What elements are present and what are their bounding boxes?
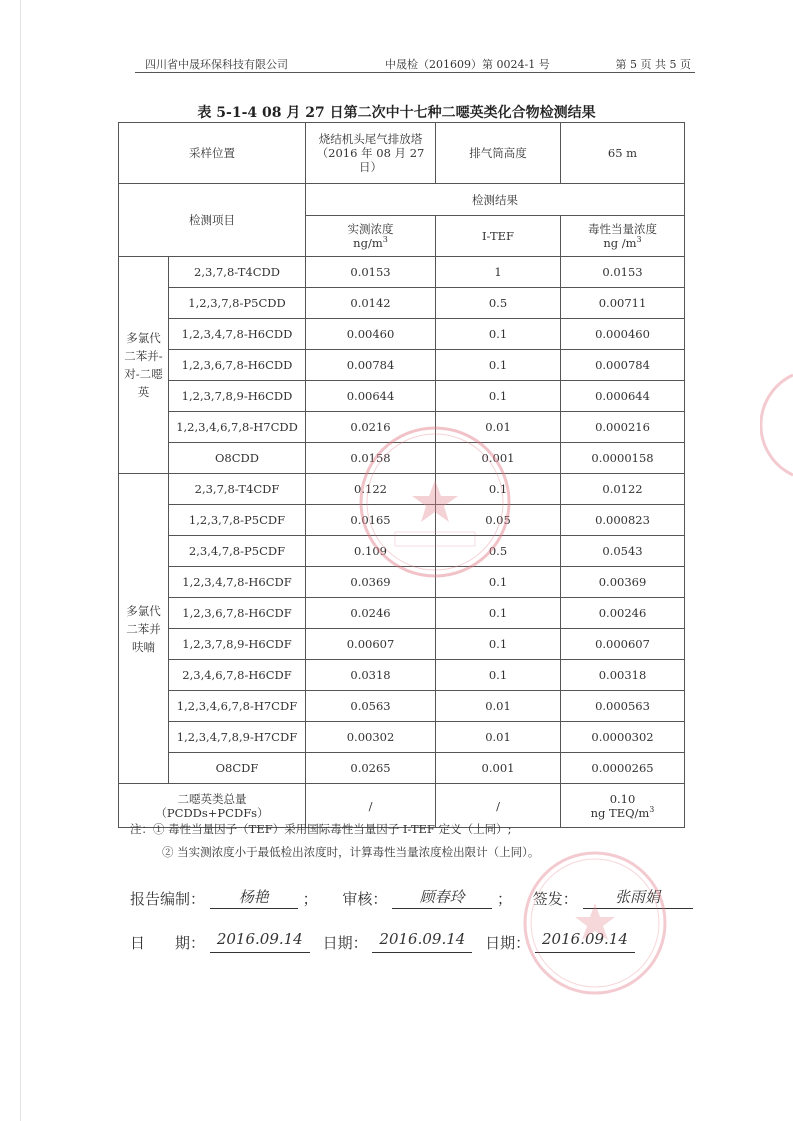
table-row <box>119 288 685 319</box>
table-row <box>119 257 685 288</box>
table-row <box>119 536 685 567</box>
toxic-cell: 0.00318 <box>561 660 685 691</box>
measured-cell: 0.0318 <box>306 660 436 691</box>
table-notes <box>130 818 539 864</box>
table-row <box>119 505 685 536</box>
compound-cell: 1,2,3,7,8-P5CDD <box>169 288 306 319</box>
table-row <box>119 722 685 753</box>
table-row <box>119 184 685 216</box>
separator: ； <box>302 890 318 908</box>
test-item-label: 检测项目 <box>119 184 306 257</box>
page-header <box>135 56 695 73</box>
toxic-cell: 0.00369 <box>561 567 685 598</box>
measured-cell: 0.109 <box>306 536 436 567</box>
stack-height-value: 65 m <box>561 123 685 184</box>
measured-cell: 0.00302 <box>306 722 436 753</box>
toxic-cell: 0.000216 <box>561 412 685 443</box>
company-seal-stamp <box>520 848 670 998</box>
toxic-cell: 0.0000265 <box>561 753 685 784</box>
note-2: ② 当实测浓度小于最低检出浓度时，计算毒性当量浓度检出限计（上同）。 <box>162 845 540 859</box>
toxic-cell: 0.0543 <box>561 536 685 567</box>
signature-row <box>130 886 693 909</box>
compound-cell: O8CDD <box>169 443 306 474</box>
compound-cell: 1,2,3,4,7,8-H6CDD <box>169 319 306 350</box>
stack-height-label: 排气筒高度 <box>436 123 561 184</box>
toxic-cell: 0.0000158 <box>561 443 685 474</box>
measured-cell: 0.0142 <box>306 288 436 319</box>
compound-cell: 2,3,7,8-T4CDF <box>169 474 306 505</box>
toxic-cell: 0.0000302 <box>561 722 685 753</box>
col-header-toxic: 毒性当量浓度 ng $/m^3$ <box>561 216 685 257</box>
toxic-cell: 0.00711 <box>561 288 685 319</box>
note-1: 注：① 毒性当量因子（TEF）采用国际毒性当量因子 I-TEF 定义（上同）; <box>130 822 512 836</box>
header-report-number: 中晟检（201609）第 0024-1 号 <box>385 58 550 71</box>
tef-cell: 0.001 <box>436 443 561 474</box>
col-header-tef: I-TEF <box>436 216 561 257</box>
date-3: 2016.09.14 <box>535 930 635 953</box>
reviewed-signature: 顾春玲 <box>392 886 492 909</box>
tef-cell: 0.1 <box>436 567 561 598</box>
compound-cell: 1,2,3,4,7,8,9-H7CDF <box>169 722 306 753</box>
total-label: 二噁英类总量 （PCDDs+PCDFs） <box>119 784 306 828</box>
measured-cell: 0.0265 <box>306 753 436 784</box>
tef-cell: 0.1 <box>436 598 561 629</box>
col-header-measured: 实测浓度 $ng/m^3$ <box>306 216 436 257</box>
scan-edge-line <box>20 0 21 1121</box>
compound-cell: 1,2,3,7,8,9-H6CDF <box>169 629 306 660</box>
total-tef: / <box>436 784 561 828</box>
table-row <box>119 319 685 350</box>
compound-cell: 1,2,3,4,6,7,8-H7CDF <box>169 691 306 722</box>
table-row <box>119 123 685 184</box>
dioxin-results-table <box>118 122 685 828</box>
compound-cell: 1,2,3,4,6,7,8-H7CDD <box>169 412 306 443</box>
compound-cell: 1,2,3,6,7,8-H6CDD <box>169 350 306 381</box>
toxic-cell: 0.000823 <box>561 505 685 536</box>
header-company: 四川省中晟环保科技有限公司 <box>145 58 288 71</box>
tef-cell: 0.5 <box>436 536 561 567</box>
table-row <box>119 412 685 443</box>
compound-cell: 1,2,3,7,8,9-H6CDD <box>169 381 306 412</box>
compound-cell: 2,3,7,8-T4CDD <box>169 257 306 288</box>
prepared-signature: 杨艳 <box>210 886 298 909</box>
tef-cell: 1 <box>436 257 561 288</box>
table-title: 表 5-1-4 08 月 27 日第二次中十七种二噁英类化合物检测结果 <box>197 105 596 121</box>
date-label-2: 日期： <box>322 934 368 952</box>
toxic-cell: 0.0153 <box>561 257 685 288</box>
measured-cell: 0.00644 <box>306 381 436 412</box>
measured-cell: 0.00607 <box>306 629 436 660</box>
measured-cell: 0.0246 <box>306 598 436 629</box>
total-measured: / <box>306 784 436 828</box>
compound-cell: 2,3,4,6,7,8-H6CDF <box>169 660 306 691</box>
compound-cell: 1,2,3,4,7,8-H6CDF <box>169 567 306 598</box>
table-row <box>119 350 685 381</box>
table-row <box>119 660 685 691</box>
total-value: 0.10 ng TEQ/$m^3$ <box>561 784 685 828</box>
group2-group-label: 多氯代 二苯并 呋喃 <box>119 474 169 784</box>
measured-cell: 0.0216 <box>306 412 436 443</box>
sampling-position-label: 采样位置 <box>119 123 306 184</box>
test-result-label: 检测结果 <box>306 184 685 216</box>
toxic-cell: 0.000607 <box>561 629 685 660</box>
tef-cell: 0.01 <box>436 722 561 753</box>
table-row <box>119 691 685 722</box>
tef-cell: 0.1 <box>436 319 561 350</box>
date-label-1: 日 期： <box>130 934 206 952</box>
toxic-cell: 0.000460 <box>561 319 685 350</box>
approved-signature: 张雨娟 <box>583 886 693 909</box>
date-1: 2016.09.14 <box>210 930 310 953</box>
compound-cell: 1,2,3,7,8-P5CDF <box>169 505 306 536</box>
separator: ； <box>496 890 512 908</box>
date-2: 2016.09.14 <box>372 930 472 953</box>
tef-cell: 0.1 <box>436 381 561 412</box>
tef-cell: 0.01 <box>436 691 561 722</box>
prepared-label: 报告编制： <box>130 890 206 908</box>
reviewed-label: 审核： <box>342 890 388 908</box>
compound-cell: 1,2,3,6,7,8-H6CDF <box>169 598 306 629</box>
tef-cell: 0.1 <box>436 629 561 660</box>
table-row <box>119 567 685 598</box>
toxic-cell: 0.000563 <box>561 691 685 722</box>
date-label-3: 日期： <box>485 934 531 952</box>
toxic-cell: 0.00246 <box>561 598 685 629</box>
measured-cell: 0.0158 <box>306 443 436 474</box>
measured-cell: 0.0153 <box>306 257 436 288</box>
measured-cell: 0.0369 <box>306 567 436 598</box>
toxic-cell: 0.0122 <box>561 474 685 505</box>
compound-cell: 2,3,4,7,8-P5CDF <box>169 536 306 567</box>
measured-cell: 0.0563 <box>306 691 436 722</box>
table-row <box>119 598 685 629</box>
edge-seal-fragment <box>760 370 793 480</box>
table-row <box>119 753 685 784</box>
table-row <box>119 474 685 505</box>
measured-cell: 0.0165 <box>306 505 436 536</box>
compound-cell: O8CDF <box>169 753 306 784</box>
tef-cell: 0.5 <box>436 288 561 319</box>
tef-cell: 0.05 <box>436 505 561 536</box>
table-row <box>119 629 685 660</box>
tef-cell: 0.1 <box>436 474 561 505</box>
table-row <box>119 443 685 474</box>
tef-cell: 0.1 <box>436 660 561 691</box>
sampling-position-value: 烧结机头尾气排放塔 （2016 年 08 月 27 日） <box>306 123 436 184</box>
toxic-cell: 0.000784 <box>561 350 685 381</box>
tef-cell: 0.1 <box>436 350 561 381</box>
tef-cell: 0.01 <box>436 412 561 443</box>
group1-group-label: 多氯代 二苯并- 对-二噁 英 <box>119 257 169 474</box>
approved-label: 签发： <box>532 890 578 908</box>
toxic-cell: 0.000644 <box>561 381 685 412</box>
header-page-info: 第 5 页 共 5 页 <box>615 58 691 71</box>
measured-cell: 0.122 <box>306 474 436 505</box>
tef-cell: 0.001 <box>436 753 561 784</box>
date-row <box>130 930 635 953</box>
measured-cell: 0.00784 <box>306 350 436 381</box>
table-row <box>119 381 685 412</box>
measured-cell: 0.00460 <box>306 319 436 350</box>
